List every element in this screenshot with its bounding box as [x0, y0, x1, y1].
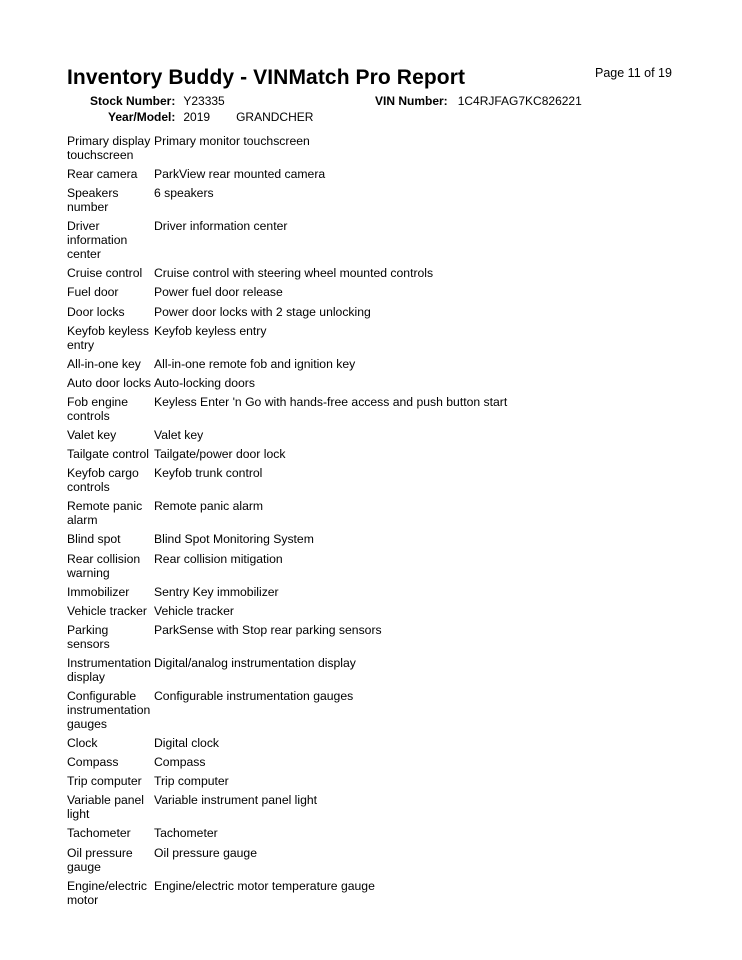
spec-label: Compass [67, 755, 119, 770]
spec-value: Sentry Key immobilizer [154, 584, 279, 599]
spec-value: Keyless Enter 'n Go with hands-free access and push button start [154, 394, 508, 409]
spec-label: Fuel door [67, 285, 119, 300]
spec-label: Cruise control [67, 266, 143, 281]
spec-label: Valet key [67, 428, 117, 443]
stock-number-value: Y23335 [183, 94, 225, 108]
spec-row [67, 466, 687, 494]
spec-label: Variable panel light [67, 793, 145, 822]
spec-value: Variable instrument panel light [154, 793, 318, 808]
spec-label: Oil pressure gauge [67, 845, 133, 874]
spec-row [67, 134, 687, 162]
stock-number-label: Stock Number: [90, 94, 176, 108]
spec-row [67, 585, 687, 599]
spec-label: Rear camera [67, 167, 138, 182]
spec-value: Keyfob keyless entry [154, 323, 267, 338]
spec-value: Tachometer [154, 826, 218, 841]
spec-label: Auto door locks [67, 375, 152, 390]
spec-label: All-in-one key [67, 356, 141, 371]
spec-label: Primary display touchscreen [67, 134, 151, 162]
spec-label: Speakers number [67, 186, 119, 215]
spec-label: Driver information center [67, 219, 128, 262]
spec-label: Engine/electric motor [67, 878, 147, 907]
spec-value: Digital/analog instrumentation display [154, 655, 356, 670]
spec-row [67, 305, 687, 319]
spec-label: Configurable instrumentation gauges [67, 688, 151, 731]
spec-row [67, 604, 687, 618]
spec-value: Rear collision mitigation [154, 551, 283, 566]
spec-list [67, 134, 687, 912]
spec-row [67, 324, 687, 352]
spec-row [67, 447, 687, 461]
spec-row [67, 357, 687, 371]
year-value: 2019 [183, 110, 211, 124]
spec-label: Instrumentation display [67, 655, 152, 684]
spec-value: Engine/electric motor temperature gauge [154, 878, 375, 893]
spec-value: Keyfob trunk control [154, 466, 263, 481]
spec-label: Blind spot [67, 532, 121, 547]
spec-value: Power fuel door release [154, 285, 283, 300]
spec-row [67, 736, 687, 750]
model-value: GRANDCHER [236, 110, 314, 124]
spec-row [67, 376, 687, 390]
spec-value: Vehicle tracker [154, 603, 234, 618]
spec-label: Rear collision warning [67, 551, 141, 580]
spec-row [67, 428, 687, 442]
spec-label: Tailgate control [67, 447, 149, 462]
spec-row [67, 774, 687, 788]
spec-label: Remote panic alarm [67, 499, 143, 528]
spec-row [67, 219, 687, 261]
spec-row [67, 793, 687, 821]
spec-label: Keyfob keyless entry [67, 323, 149, 352]
spec-value: Primary monitor touchscreen [154, 134, 310, 148]
page-number: Page 11 of 19 [595, 66, 672, 80]
spec-value: ParkView rear mounted camera [154, 167, 326, 182]
spec-value: Trip computer [154, 774, 229, 789]
spec-row [67, 552, 687, 580]
spec-row [67, 879, 687, 907]
spec-row [67, 499, 687, 527]
spec-value: Valet key [154, 428, 204, 443]
spec-row [67, 755, 687, 769]
vin-number [375, 94, 582, 108]
spec-value: Blind Spot Monitoring System [154, 532, 314, 547]
spec-label: Parking sensors [67, 622, 110, 651]
spec-row [67, 395, 687, 423]
spec-value: Compass [154, 755, 206, 770]
spec-value: Cruise control with steering wheel mounted controls [154, 266, 434, 281]
spec-label: Vehicle tracker [67, 603, 147, 618]
spec-label: Clock [67, 736, 98, 751]
spec-value: Auto-locking doors [154, 375, 255, 390]
spec-value: Digital clock [154, 736, 220, 751]
spec-row [67, 167, 687, 181]
vin-number-value: 1C4RJFAG7KC826221 [457, 94, 582, 108]
spec-label: Fob engine controls [67, 394, 128, 423]
spec-label: Keyfob cargo controls [67, 466, 139, 495]
spec-label: Immobilizer [67, 584, 130, 599]
spec-row [67, 623, 687, 651]
spec-row [67, 186, 687, 214]
spec-row [67, 656, 687, 684]
spec-row [67, 846, 687, 874]
year-model-label: Year/Model: [108, 110, 176, 124]
spec-row [67, 826, 687, 840]
spec-value: Driver information center [154, 219, 288, 234]
spec-row [67, 689, 687, 731]
spec-label: Tachometer [67, 826, 131, 841]
spec-label: Door locks [67, 304, 125, 319]
spec-value: Oil pressure gauge [154, 845, 257, 860]
spec-row [67, 266, 687, 280]
spec-value: ParkSense with Stop rear parking sensors [154, 622, 382, 637]
spec-value: 6 speakers [154, 186, 214, 201]
report-title: Inventory Buddy - VINMatch Pro Report [67, 66, 466, 89]
spec-row [67, 285, 687, 299]
spec-value: Remote panic alarm [154, 499, 264, 514]
spec-value: All-in-one remote fob and ignition key [154, 356, 356, 371]
spec-value: Power door locks with 2 stage unlocking [154, 304, 371, 319]
spec-value: Tailgate/power door lock [154, 447, 286, 462]
year-model [108, 110, 313, 124]
spec-label: Trip computer [67, 774, 142, 789]
vin-number-label: VIN Number: [375, 94, 448, 108]
spec-row [67, 532, 687, 546]
stock-number [90, 94, 225, 108]
spec-value: Configurable instrumentation gauges [154, 688, 354, 703]
